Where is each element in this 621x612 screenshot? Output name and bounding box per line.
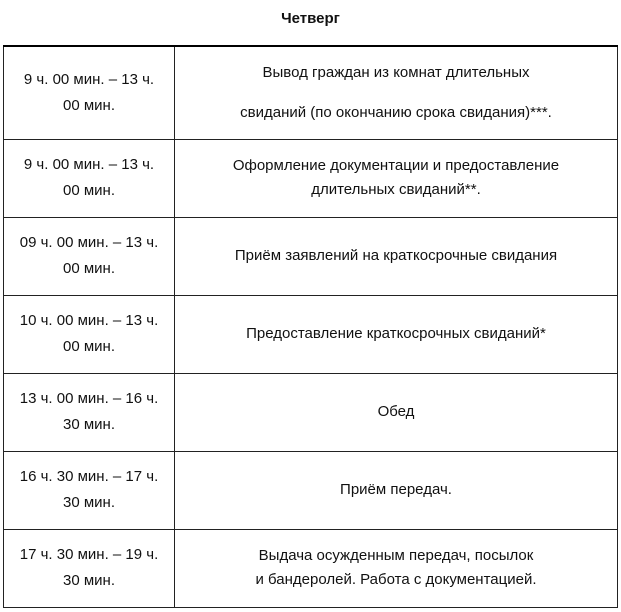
time-cell — [4, 139, 175, 217]
time-cell — [4, 295, 175, 373]
activity-text: и бандеролей. Работа с документацией. — [255, 571, 537, 588]
table-row — [4, 451, 618, 529]
activity-cell — [175, 295, 618, 373]
time-text: 00 мин. — [63, 338, 115, 355]
activity-cell — [175, 46, 618, 139]
time-text: 30 мин. — [63, 572, 115, 589]
activity-text: Вывод граждан из комнат длительных — [262, 63, 530, 81]
activity-cell — [175, 139, 618, 217]
time-text: 30 мин. — [63, 416, 115, 433]
table-row — [4, 373, 618, 451]
time-text: 00 мин. — [63, 260, 115, 277]
time-text: 10 ч. 00 мин. – 13 ч. — [19, 312, 159, 329]
activity-cell — [175, 451, 618, 529]
table-row — [4, 139, 618, 217]
time-text: 00 мин. — [63, 96, 115, 114]
time-text: 9 ч. 00 мин. – 13 ч. — [23, 70, 155, 88]
time-text: 17 ч. 30 мин. – 19 ч. — [19, 546, 159, 563]
activity-text: Предоставление краткосрочных свиданий* — [246, 325, 546, 342]
time-cell — [4, 451, 175, 529]
schedule-table — [3, 45, 618, 608]
time-text: 09 ч. 00 мин. – 13 ч. — [19, 234, 159, 251]
time-cell — [4, 46, 175, 139]
activity-text: длительных свиданий**. — [311, 181, 481, 198]
table-row — [4, 529, 618, 607]
time-text: 9 ч. 00 мин. – 13 ч. — [23, 156, 155, 173]
activity-text: свиданий (по окончанию срока свидания)***. — [240, 103, 552, 121]
table-row — [4, 46, 618, 139]
activity-cell — [175, 217, 618, 295]
day-title: Четверг — [281, 10, 340, 27]
time-cell — [4, 373, 175, 451]
time-cell — [4, 529, 175, 607]
activity-text: Обед — [377, 403, 415, 420]
activity-text: Приём передач. — [340, 481, 452, 498]
activity-text: Выдача осужденным передач, посылок — [258, 547, 534, 564]
time-text: 00 мин. — [63, 182, 115, 199]
time-cell — [4, 217, 175, 295]
activity-cell — [175, 529, 618, 607]
table-row — [4, 217, 618, 295]
table-row — [4, 295, 618, 373]
activity-cell — [175, 373, 618, 451]
time-text: 30 мин. — [63, 494, 115, 511]
time-text: 16 ч. 30 мин. – 17 ч. — [19, 468, 159, 485]
activity-text: Оформление документации и предоставление — [232, 157, 560, 174]
activity-text: Приём заявлений на краткосрочные свидания — [234, 247, 558, 264]
time-text: 13 ч. 00 мин. – 16 ч. — [19, 390, 159, 407]
